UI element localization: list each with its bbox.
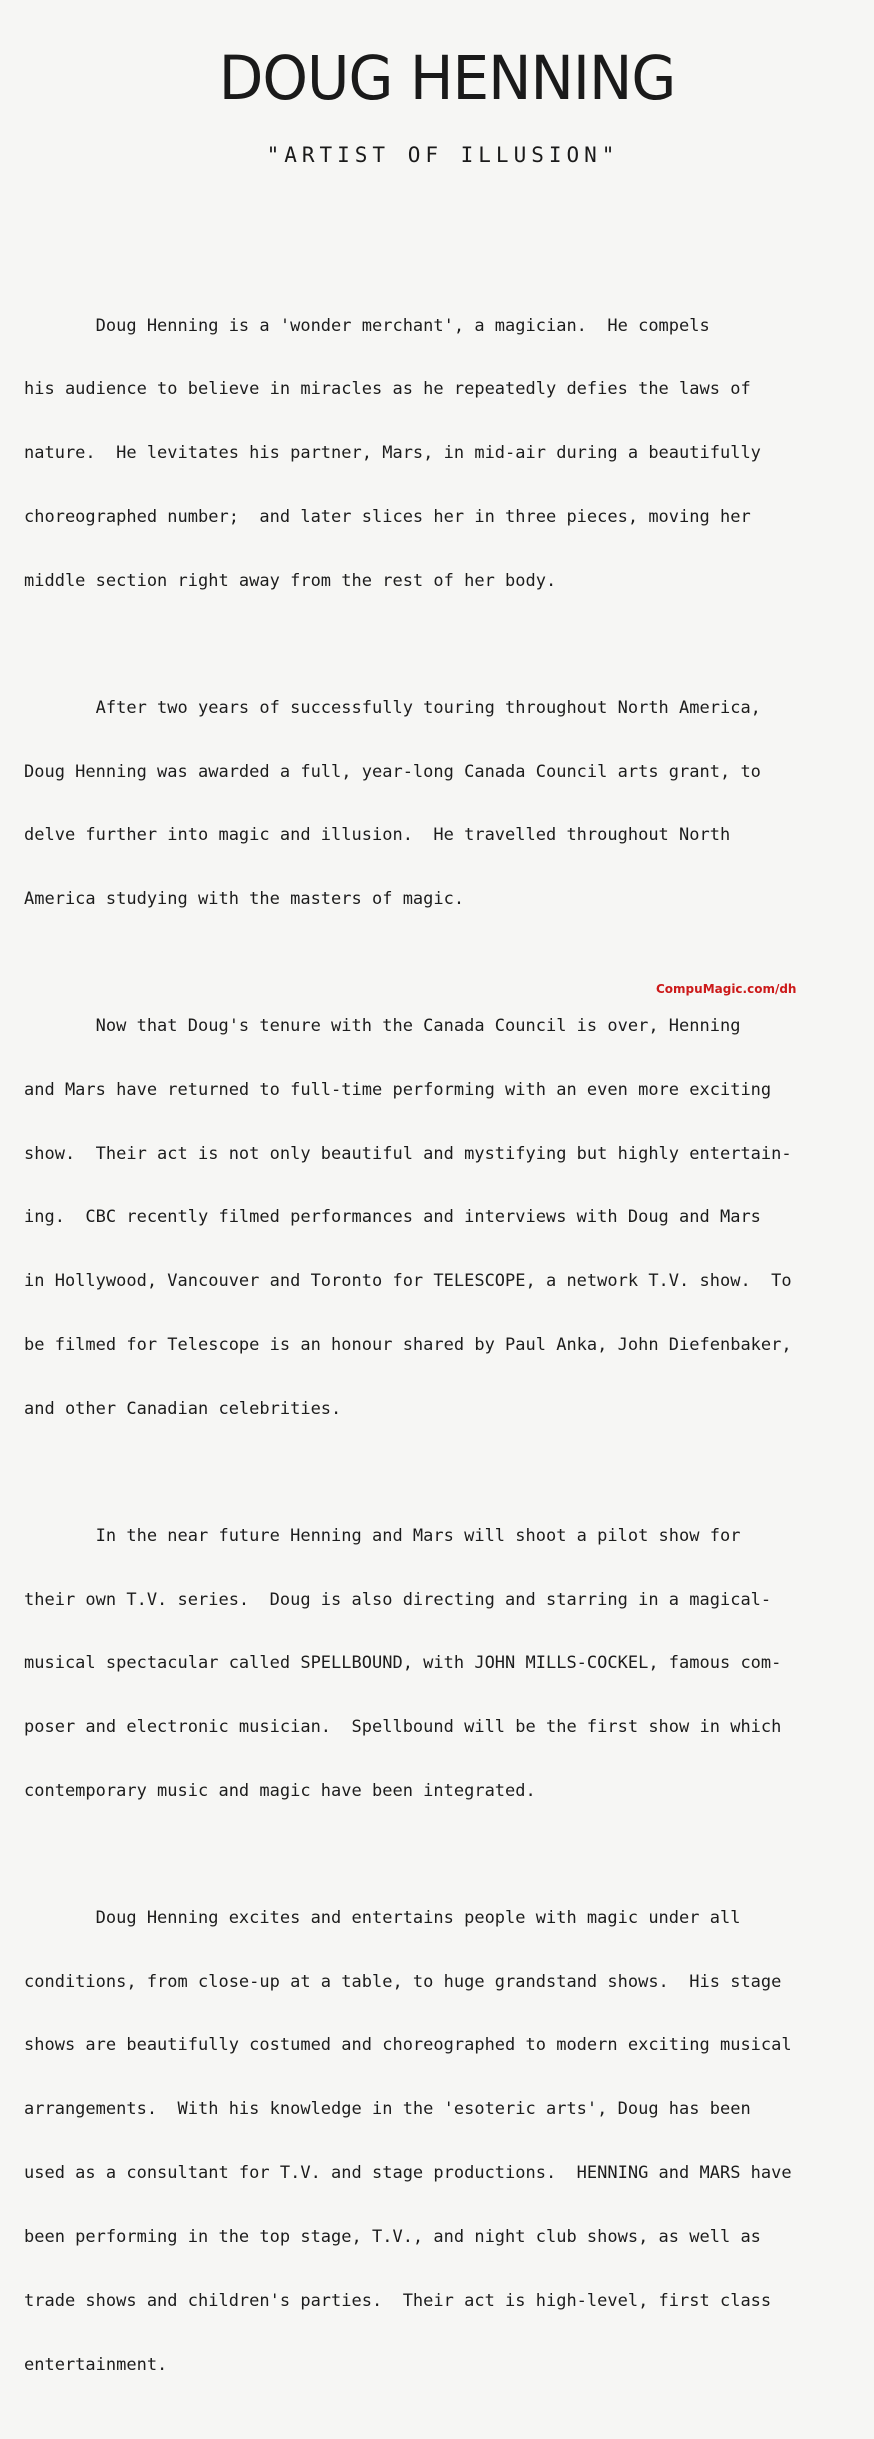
paragraph-line: Now that Doug's tenure with the Canada Council is over, Henning [24,1015,741,1036]
paragraph-line: used as a consultant for T.V. and stage productions. HENNING and MARS have [24,2163,792,2184]
paragraph-line: shows are beautifully costumed and choreographed to modern exciting musical [24,2035,792,2056]
paragraph-line: musical spectacular called SPELLBOUND, with JOHN MILLS-COCKEL, famous com- [24,1653,782,1674]
paragraph-line: in Hollywood, Vancouver and Toronto for TELESCOPE, a network T.V. show. To [24,1271,792,1292]
paragraph-line: trade shows and children's parties. Their act is high-level, first class [24,2291,772,2312]
paragraph-line: middle section right away from the rest of her body. [24,571,557,592]
paragraph-line: conditions, from close-up at a table, to huge grandstand shows. His stage [24,1971,782,1992]
paragraph-line: In the near future Henning and Mars will shoot a pilot show for [24,1525,741,1546]
paragraph-line: and other Canadian celebrities. [24,1399,342,1420]
paragraph-4 [24,1483,854,1845]
paragraph-3 [24,973,854,1463]
paragraph-line: show. Their act is not only beautiful and mystifying but highly entertain- [24,1143,792,1164]
paragraph-line: choreographed number; and later slices her in three pieces, moving her [24,507,751,528]
paragraph-line: nature. He levitates his partner, Mars, in mid-air during a beautifully [24,443,761,464]
paragraph-line: delve further into magic and illusion. He travelled throughout North [24,825,731,846]
paragraph-line: After two years of successfully touring throughout North America, [24,697,761,718]
paragraph-line: Doug Henning was awarded a full, year-long Canada Council arts grant, to [24,761,761,782]
paragraph-2 [24,655,854,953]
paragraph-line: Doug Henning excites and entertains people with magic under all [24,1907,741,1928]
paragraph-line: been performing in the top stage, T.V., and night club shows, as well as [24,2227,761,2248]
body-text [24,273,854,2439]
paragraph-line: entertainment. [24,2354,168,2375]
paragraph-line: and Mars have returned to full-time performing with an even more exciting [24,1079,772,1100]
page-title: DOUG HENNING [218,42,676,114]
paragraph-line: America studying with the masters of magic. [24,889,465,910]
paragraph-1 [24,273,854,635]
paragraph-5 [24,1865,854,2419]
paragraph-line: Doug Henning is a 'wonder merchant', a magician. He compels [24,315,710,336]
page-subtitle: "ARTIST OF ILLUSION" [266,143,620,167]
paragraph-line: ing. CBC recently filmed performances and interviews with Doug and Mars [24,1207,761,1228]
paragraph-line: their own T.V. series. Doug is also directing and starring in a magical- [24,1589,772,1610]
paragraph-line: his audience to believe in miracles as he repeatedly defies the laws of [24,379,751,400]
paragraph-line: contemporary music and magic have been integrated. [24,1781,536,1802]
compumagic-link[interactable]: CompuMagic.com/dh [656,982,797,996]
paragraph-line: poser and electronic musician. Spellbound will be the first show in which [24,1717,782,1738]
paragraph-line: arrangements. With his knowledge in the 'esoteric arts', Doug has been [24,2099,751,2120]
paragraph-line: be filmed for Telescope is an honour shared by Paul Anka, John Diefenbaker, [24,1335,792,1356]
